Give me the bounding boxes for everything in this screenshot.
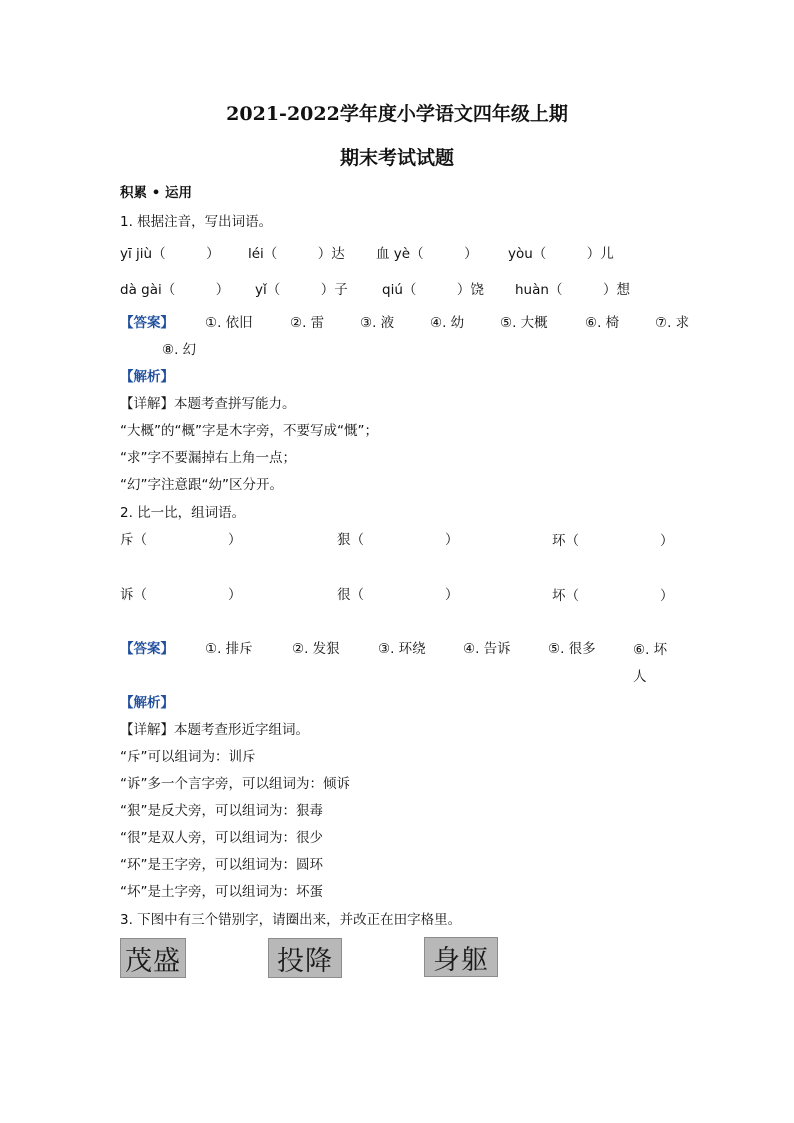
- q1-prompt: 1. 根据注音，写出词语。: [120, 214, 273, 230]
- q1-item-6: yǐ（ ）子: [255, 282, 348, 298]
- doc-subtitle: 期末考试试题: [339, 147, 454, 169]
- q2-note-5: “环”是王字旁，可以组词为：圆环: [120, 857, 323, 873]
- q2-answer-1: ①. 排斥: [205, 641, 253, 657]
- q1-answer-3: ③. 液: [360, 315, 395, 331]
- q2-answer-6: ⑥. 坏人: [633, 642, 668, 685]
- q1-answer-1: ①. 依旧: [205, 315, 253, 331]
- q3-image-3: 身躯: [424, 937, 498, 977]
- q2-detail: 【详解】本题考查形近字组词。: [120, 722, 309, 738]
- q2-item-2: 狠（ ）: [337, 532, 459, 548]
- q1-answer-4: ④. 幼: [430, 315, 465, 331]
- q2-note-2: “诉”多一个言字旁，可以组词为：倾诉: [120, 776, 350, 792]
- q1-answer-8: ⑧. 幻: [162, 342, 197, 358]
- q2-item-5: 很（ ）: [337, 587, 459, 603]
- q1-answer-tag: 【答案】: [120, 315, 174, 331]
- q1-note-2: “求”字不要漏掉右上角一点；: [120, 450, 296, 466]
- q1-item-8: huàn（ ）想: [515, 282, 630, 298]
- q3-prompt: 3. 下图中有三个错别字，请圈出来，并改正在田字格里。: [120, 912, 462, 928]
- q2-prompt: 2. 比一比，组词语。: [120, 505, 246, 521]
- q1-answer-2: ②. 雷: [290, 315, 325, 331]
- q2-note-4: “很”是双人旁，可以组词为：很少: [120, 830, 323, 846]
- q1-answer-6: ⑥. 椅: [585, 315, 620, 331]
- q1-answer-7: ⑦. 求: [655, 315, 690, 331]
- q2-answer-4: ④. 告诉: [463, 641, 511, 657]
- q2-note-3: “狠”是反犬旁，可以组词为：狠毒: [120, 803, 323, 819]
- q2-note-1: “斥”可以组词为：训斥: [120, 749, 256, 765]
- q2-item-3: 环（ ）: [552, 533, 674, 549]
- q1-note-1: “大概”的“概”字是木字旁，不要写成“慨”；: [120, 423, 378, 439]
- q2-note-6: “坏”是土字旁，可以组词为：坏蛋: [120, 884, 323, 900]
- section-heading: 积累 • 运用: [120, 185, 193, 201]
- q1-item-1: yī jiù（ ）: [120, 246, 220, 262]
- q1-note-3: “幻”字注意跟“幼”区分开。: [120, 477, 283, 493]
- q1-item-2: léi（ ）达: [248, 246, 345, 262]
- q1-analysis-tag: 【解析】: [120, 369, 174, 385]
- q3-image-2: 投降: [268, 938, 342, 978]
- q2-item-6: 坏（ ）: [552, 588, 674, 604]
- q1-item-5: dà gài（ ）: [120, 282, 230, 298]
- q1-item-4: yòu（ ）儿: [508, 246, 614, 262]
- q2-item-4: 诉（ ）: [120, 587, 242, 603]
- q3-image-1: 茂盛: [120, 938, 186, 978]
- q1-answer-5: ⑤. 大概: [500, 315, 548, 331]
- q2-answer-2: ②. 发狠: [292, 641, 340, 657]
- q1-item-7: qiú（ ）饶: [382, 282, 484, 298]
- q2-analysis-tag: 【解析】: [120, 695, 174, 711]
- q2-item-1: 斥（ ）: [120, 532, 242, 548]
- q1-item-3: 血 yè（ ）: [376, 246, 478, 262]
- doc-title: 2021-2022学年度小学语文四年级上期: [226, 103, 568, 125]
- q1-detail: 【详解】本题考查拼写能力。: [120, 396, 296, 412]
- q2-answer-5: ⑤. 很多: [548, 641, 596, 657]
- q2-answer-tag: 【答案】: [120, 641, 174, 657]
- q2-answer-3: ③. 环绕: [378, 641, 426, 657]
